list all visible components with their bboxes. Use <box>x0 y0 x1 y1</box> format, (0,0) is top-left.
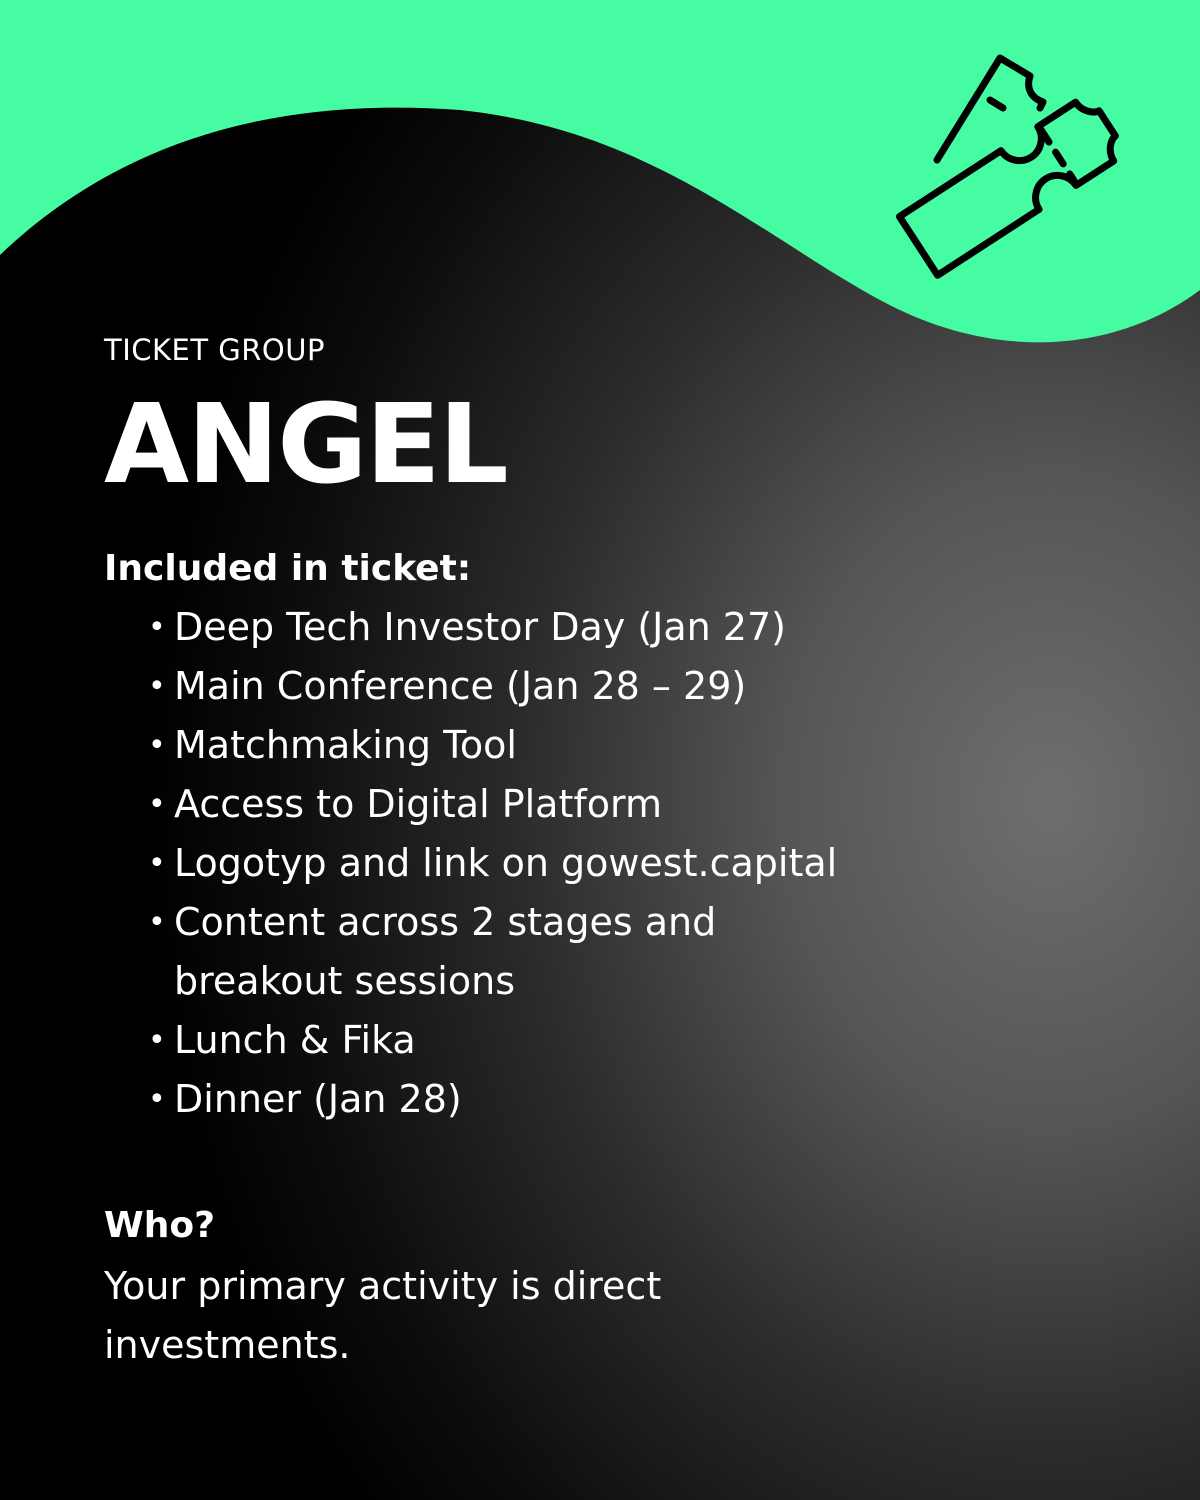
ticket-details <box>104 330 1104 1375</box>
list-item: • Logotyp and link on gowest.capital <box>148 841 838 885</box>
list-item: • Lunch & Fika <box>148 1018 416 1062</box>
list-item: • Main Conference (Jan 28 – 29) <box>148 664 747 708</box>
included-list <box>104 598 1104 1129</box>
ticket-group-name: ANGEL <box>104 380 507 508</box>
list-item: • Deep Tech Investor Day (Jan 27) <box>148 605 786 649</box>
who-title: Who? <box>104 1205 215 1246</box>
ticket-icon <box>895 50 1145 290</box>
list-item: • Content across 2 stages and breakout sessions <box>148 900 717 1003</box>
list-item: • Matchmaking Tool <box>148 723 517 767</box>
ticket-group-label: TICKET GROUP <box>104 333 325 367</box>
included-title: Included in ticket: <box>104 548 472 589</box>
who-description: Your primary activity is direct investments. <box>104 1264 662 1367</box>
list-item: • Access to Digital Platform <box>148 782 662 826</box>
list-item: • Dinner (Jan 28) <box>148 1077 462 1121</box>
